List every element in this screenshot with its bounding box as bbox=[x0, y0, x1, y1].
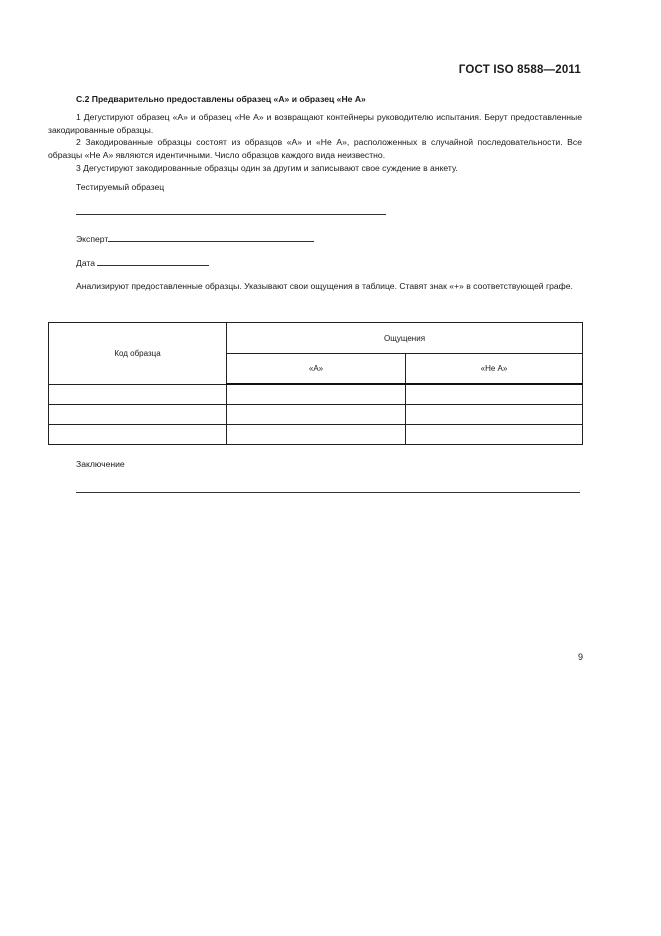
cell-code[interactable] bbox=[49, 384, 227, 405]
paragraph-1: 1 Дегустируют образец «А» и образец «Не А» и возвращают контейнеры руководителю испытания. Берут предоставленные закодированные образцы. bbox=[48, 111, 582, 135]
sensations-table bbox=[48, 322, 583, 445]
table-row bbox=[49, 384, 583, 405]
cell-code[interactable] bbox=[49, 425, 227, 445]
header-sensations: Ощущения bbox=[227, 323, 583, 354]
cell-not-a[interactable] bbox=[406, 405, 583, 425]
paragraph-2: 2 Закодированные образцы состоят из образцов «А» и «Не А», расположенных в случайной последовательности. Все образцы «Не А» являются идентичными. Число образцов каждого вида неизвестно. bbox=[48, 137, 582, 161]
table-row bbox=[49, 425, 583, 445]
table-row bbox=[49, 405, 583, 425]
sample-line[interactable] bbox=[76, 206, 386, 217]
expert-label: Эксперт bbox=[76, 234, 109, 244]
expert-field[interactable] bbox=[76, 233, 314, 244]
header-a: «А» bbox=[227, 354, 406, 385]
cell-a[interactable] bbox=[227, 384, 406, 405]
cell-a[interactable] bbox=[227, 425, 406, 445]
date-field[interactable] bbox=[76, 257, 209, 268]
cell-code[interactable] bbox=[49, 405, 227, 425]
cell-not-a[interactable] bbox=[406, 384, 583, 405]
date-label: Дата bbox=[76, 258, 96, 268]
cell-a[interactable] bbox=[227, 405, 406, 425]
section-body bbox=[48, 93, 582, 175]
instruction-text: Анализируют предоставленные образцы. Указывают свои ощущения в таблице. Ставят знак «+» в соответствующей графе. bbox=[76, 281, 573, 291]
sample-label: Тестируемый образец bbox=[76, 182, 165, 192]
header-not-a: «Не А» bbox=[406, 354, 583, 385]
conclusion-line[interactable] bbox=[76, 484, 580, 495]
section-title: С.2 Предварительно предоставлены образец «А» и образец «Не А» bbox=[76, 94, 366, 104]
paragraph-3: 3 Дегустируют закодированные образцы один за другим и записывают свое суждение в анкету. bbox=[76, 162, 458, 173]
standard-code: ГОСТ ISO 8588—2011 bbox=[458, 64, 581, 76]
header-code: Код образца bbox=[49, 323, 227, 385]
page-number: 9 bbox=[577, 652, 583, 662]
conclusion-label: Заключение bbox=[76, 459, 125, 469]
cell-not-a[interactable] bbox=[406, 425, 583, 445]
